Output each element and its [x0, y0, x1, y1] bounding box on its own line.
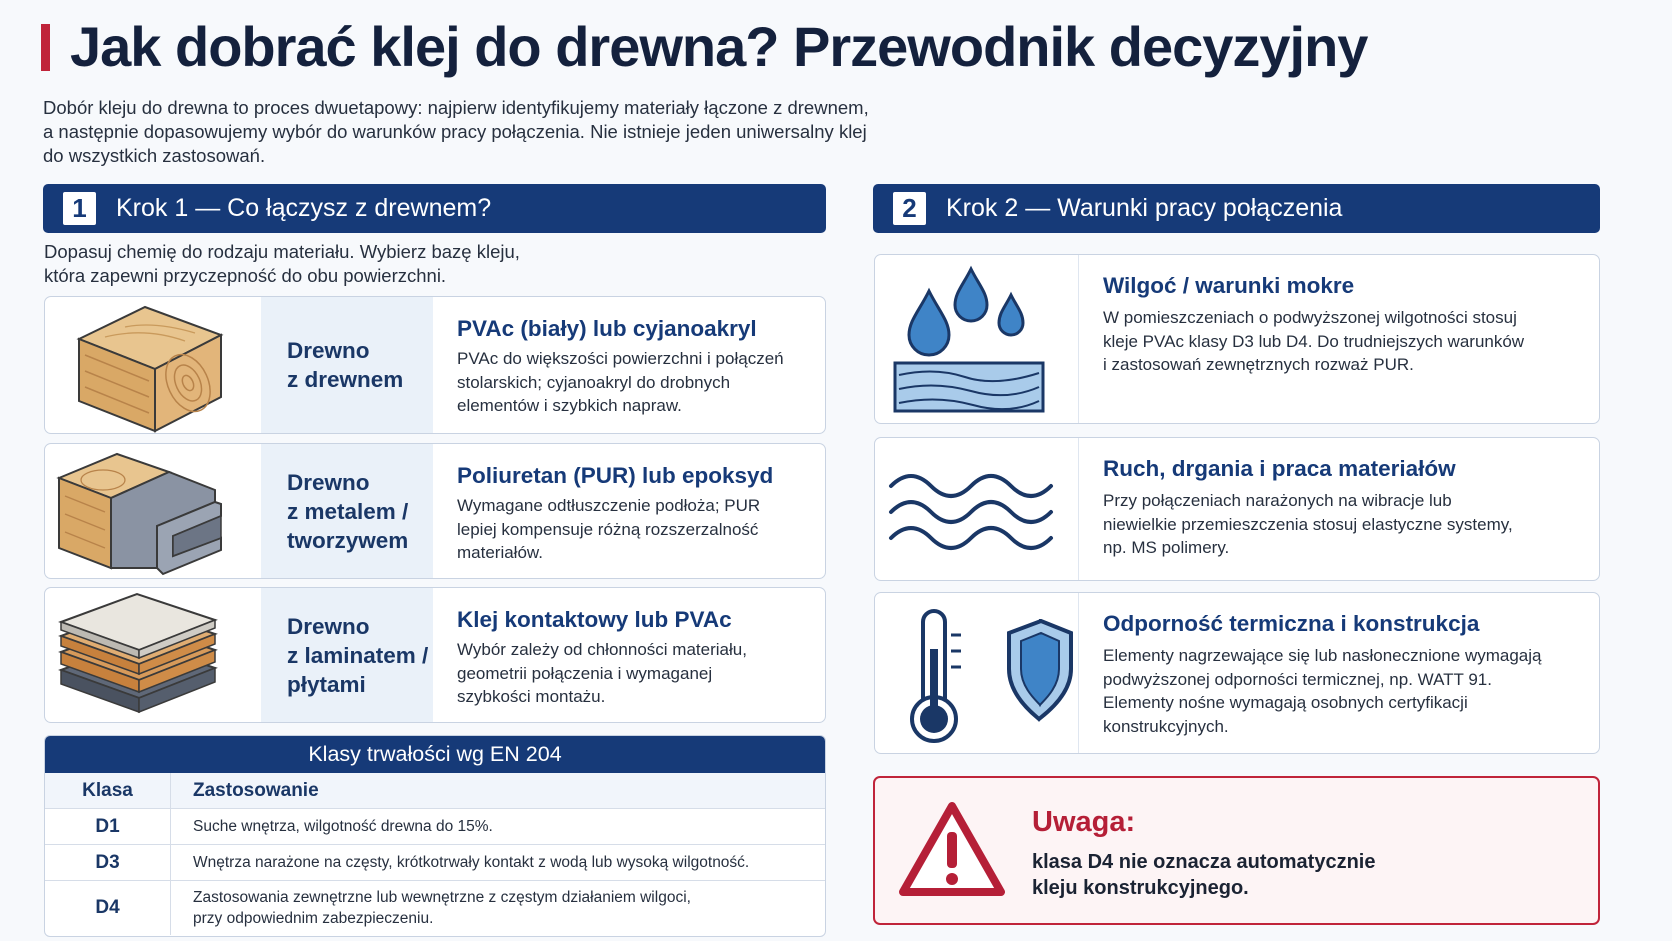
- desc-line: szybkości montażu.: [457, 687, 606, 706]
- title-accent-bar: [41, 24, 50, 71]
- desc-line: PVAc do większości powierzchni i połączeń: [457, 349, 784, 368]
- waves-icon: [875, 438, 1079, 580]
- desc-line: Wymagane odtłuszczenie podłoża; PUR: [457, 496, 761, 515]
- desc-line: np. MS polimery.: [1103, 538, 1230, 557]
- wood-metal-icon: [45, 444, 261, 578]
- usage-line: przy odpowiednim zabezpieczeniu.: [193, 910, 434, 927]
- condition-content: [1103, 593, 1585, 738]
- table-header-row: [45, 773, 825, 808]
- desc-line: Wybór zależy od chłonności materiału,: [457, 640, 747, 659]
- column-header: Klasa: [45, 773, 171, 808]
- step2-number: 2: [893, 192, 926, 225]
- step1-title: Krok 1 — Co łączysz z drewnem?: [116, 194, 492, 222]
- usage-cell: [171, 881, 825, 935]
- adhesive-heading: Poliuretan (PUR) lub epoksyd: [457, 463, 774, 488]
- desc-line: lepiej kompensuje różną rozszerzalność: [457, 519, 759, 539]
- material-label-line: z drewnem: [287, 367, 404, 392]
- material-label: [261, 588, 433, 722]
- warning-heading: Uwaga:: [1032, 806, 1136, 838]
- material-label-line: płytami: [287, 671, 366, 697]
- table-row: [45, 844, 825, 880]
- warning-line: klasa D4 nie oznacza automatycznie: [1032, 851, 1376, 873]
- water-drops-icon: [875, 255, 1079, 423]
- condition-description: [1103, 306, 1585, 377]
- usage-cell: [171, 809, 825, 844]
- desc-line: materiałów.: [457, 543, 543, 562]
- desc-line: stolarskich; cyjanoakryl do drobnych: [457, 372, 731, 392]
- desc-line: podwyższonej odporności termicznej, np. WATT 91.: [1103, 669, 1492, 689]
- warning-box: [873, 776, 1600, 925]
- class-cell: D3: [45, 845, 171, 880]
- condition-content: [1103, 438, 1585, 560]
- step1-number: 1: [63, 192, 96, 225]
- material-label-line: Drewno: [287, 469, 370, 495]
- desc-line: elementów i szybkich napraw.: [457, 396, 682, 415]
- page-title: Jak dobrać klej do drewna? Przewodnik decyzyjny: [70, 15, 1368, 78]
- condition-heading: Ruch, drgania i praca materiałów: [1103, 456, 1456, 481]
- material-card-wood-metal: [44, 443, 826, 579]
- desc-line: Elementy nośne wymagają osobnych certyfikacji: [1103, 693, 1468, 712]
- material-label-line: Drewno: [287, 613, 370, 639]
- material-content: [457, 297, 815, 418]
- step1-header: [43, 184, 826, 233]
- desc-line: Przy połączeniach narażonych na wibracje lub: [1103, 491, 1452, 510]
- material-content: [457, 588, 815, 709]
- material-card-wood-wood: [44, 296, 826, 434]
- condition-card-movement: [874, 437, 1600, 581]
- desc-line: Elementy nagrzewające się lub nasłonecznione wymagają: [1103, 646, 1542, 665]
- step1-desc-line: która zapewni przyczepność do obu powierzchni.: [44, 264, 447, 286]
- intro-line: do wszystkich zastosowań.: [43, 145, 266, 166]
- table-row: [45, 880, 825, 935]
- usage-line: Zastosowania zewnętrzne lub wewnętrzne z częstym działaniem wilgoci,: [193, 889, 691, 906]
- desc-line: W pomieszczeniach o podwyższonej wilgotności stosuj: [1103, 308, 1517, 327]
- desc-line: kleje PVAc klasy D3 lub D4. Do trudniejszych warunków: [1103, 331, 1525, 351]
- wood-block-icon: [45, 297, 261, 433]
- step2-header: [873, 184, 1600, 233]
- condition-card-moisture: [874, 254, 1600, 424]
- condition-heading: Odporność termiczna i konstrukcja: [1103, 611, 1480, 636]
- material-label-line: z metalem /: [287, 498, 409, 524]
- usage-line: Suche wnętrza, wilgotność drewna do 15%.: [193, 818, 493, 835]
- condition-description: [1103, 644, 1585, 738]
- adhesive-heading: PVAc (biały) lub cyjanoakryl: [457, 316, 757, 341]
- material-content: [457, 444, 815, 565]
- condition-card-thermal: [874, 592, 1600, 754]
- material-label-line: tworzywem: [287, 527, 409, 553]
- warning-triangle-icon: [897, 800, 1007, 905]
- material-label: [261, 297, 433, 433]
- material-card-wood-laminate: [44, 587, 826, 723]
- usage-line: Wnętrza narażone na częsty, krótkotrwały kontakt z wodą lub wysoką wilgotność.: [193, 854, 750, 871]
- intro-line: Dobór kleju do drewna to proces dwuetapowy: najpierw identyfikujemy materiały łączone z drewnem,: [43, 97, 869, 118]
- table-title: Klasy trwałości wg EN 204: [45, 736, 825, 773]
- step2-title: Krok 2 — Warunki pracy połączenia: [946, 194, 1343, 222]
- intro-line: a następnie dopasowujemy wybór do warunków pracy połączenia. Nie istnieje jeden uniwersalny klej: [43, 121, 867, 142]
- adhesive-description: [457, 347, 815, 418]
- material-label: [261, 444, 433, 578]
- condition-content: [1103, 255, 1585, 377]
- laminate-boards-icon: [45, 588, 261, 722]
- desc-line: geometrii połączenia i wymaganej: [457, 663, 713, 683]
- adhesive-description: [457, 638, 815, 709]
- warning-text: [1032, 849, 1375, 901]
- step1-description: [44, 240, 604, 287]
- adhesive-description: [457, 494, 815, 565]
- condition-description: [1103, 489, 1585, 560]
- material-label-line: Drewno: [287, 338, 370, 363]
- table-row: [45, 808, 825, 844]
- intro-text: [43, 96, 1003, 168]
- usage-cell: [171, 845, 825, 880]
- condition-heading: Wilgoć / warunki mokre: [1103, 273, 1355, 298]
- durability-classes-table: [44, 735, 826, 937]
- desc-line: i zastosowań zewnętrznych rozważ PUR.: [1103, 355, 1414, 374]
- class-cell: D4: [45, 881, 171, 935]
- step1-desc-line: Dopasuj chemię do rodzaju materiału. Wybierz bazę kleju,: [44, 241, 520, 262]
- material-label-line: z laminatem /: [287, 642, 429, 668]
- adhesive-heading: Klej kontaktowy lub PVAc: [457, 607, 732, 632]
- warning-line: kleju konstrukcyjnego.: [1032, 877, 1249, 899]
- desc-line: niewielkie przemieszczenia stosuj elastyczne systemy,: [1103, 514, 1513, 534]
- thermometer-shield-icon: [875, 593, 1079, 753]
- column-header: Zastosowanie: [193, 780, 319, 801]
- desc-line: konstrukcyjnych.: [1103, 716, 1229, 736]
- class-cell: D1: [45, 809, 171, 844]
